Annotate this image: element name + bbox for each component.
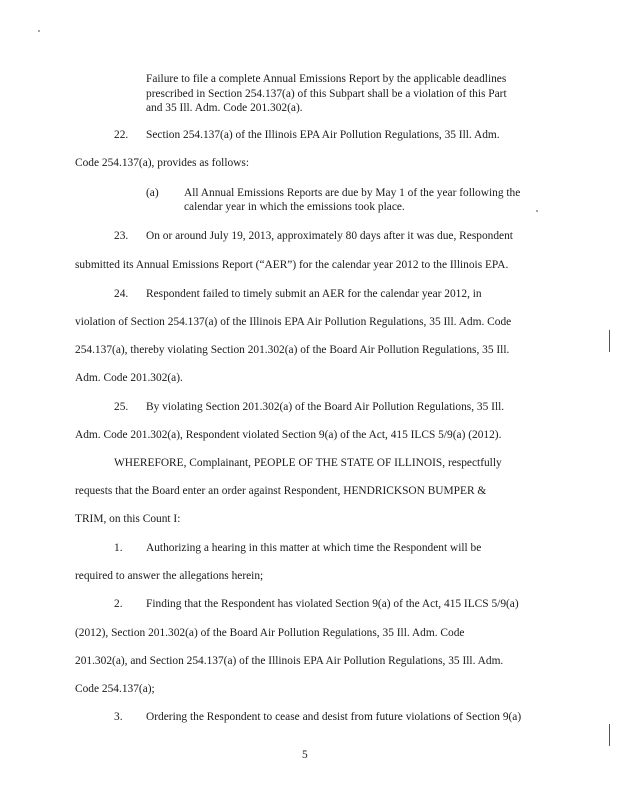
wherefore-line-1: WHEREFORE, Complainant, PEOPLE OF THE STATE OF ILLINOIS, respectfully [114, 457, 502, 469]
subsection-a-line-2: calendar year in which the emissions took place. [184, 201, 405, 213]
paragraph-24-number: 24. [114, 288, 129, 300]
paragraph-22-line-2: Code 254.137(a), provides as follows: [75, 157, 249, 169]
paragraph-25-line-1: By violating Section 201.302(a) of the Board Air Pollution Regulations, 35 Ill. [146, 401, 505, 413]
item-2-line-4: Code 254.137(a); [75, 683, 155, 695]
paragraph-25-number: 25. [114, 401, 129, 413]
paragraph-23-number: 23. [114, 230, 129, 242]
paragraph-23-line-2: submitted its Annual Emissions Report (“AER”) for the calendar year 2012 to the Illinois EPA. [75, 259, 509, 271]
subsection-a-label: (a) [146, 187, 159, 199]
item-1-line-1: Authorizing a hearing in this matter at which time the Respondent will be [146, 542, 482, 554]
paragraph-25-line-2: Adm. Code 201.302(a), Respondent violated Section 9(a) of the Act, 415 ILCS 5/9(a) (2012). [75, 429, 502, 441]
scan-mark-2 [609, 724, 610, 746]
paragraph-22-number: 22. [114, 129, 129, 141]
paragraph-23-line-1: On or around July 19, 2013, approximately 80 days after it was due, Respondent [146, 230, 513, 242]
item-3-number: 3. [114, 711, 123, 723]
item-1-number: 1. [114, 542, 123, 554]
page-number: 5 [302, 749, 308, 761]
wherefore-line-3: TRIM, on this Count I: [75, 513, 181, 525]
scan-speck-2 [536, 210, 538, 212]
paragraph-24-line-3: 254.137(a), thereby violating Section 201.302(a) of the Board Air Pollution Regulations, 35 Ill. [75, 344, 510, 356]
item-2-line-1: Finding that the Respondent has violated Section 9(a) of the Act, 415 ILCS 5/9(a) [146, 598, 519, 610]
item-2-line-2: (2012), Section 201.302(a) of the Board Air Pollution Regulations, 35 Ill. Adm. Code [75, 627, 465, 639]
quote-line-1: Failure to file a complete Annual Emissions Report by the applicable deadlines [146, 73, 507, 85]
paragraph-24-line-2: violation of Section 254.137(a) of the Illinois EPA Air Pollution Regulations, 35 Ill. Adm. Code [75, 316, 512, 328]
item-2-number: 2. [114, 598, 123, 610]
quote-line-3: and 35 Ill. Adm. Code 201.302(a). [146, 102, 303, 114]
paragraph-22-line-1: Section 254.137(a) of the Illinois EPA Air Pollution Regulations, 35 Ill. Adm. [146, 129, 500, 141]
item-3-line-1: Ordering the Respondent to cease and desist from future violations of Section 9(a) [146, 711, 522, 723]
scan-speck-1 [38, 30, 40, 32]
scan-mark-1 [609, 330, 610, 352]
paragraph-24-line-1: Respondent failed to timely submit an AER for the calendar year 2012, in [146, 288, 482, 300]
quote-line-2: prescribed in Section 254.137(a) of this Subpart shall be a violation of this Part [146, 88, 507, 100]
item-1-line-2: required to answer the allegations herein; [75, 570, 264, 582]
subsection-a-line-1: All Annual Emissions Reports are due by May 1 of the year following the [184, 187, 521, 199]
wherefore-line-2: requests that the Board enter an order against Respondent, HENDRICKSON BUMPER & [75, 485, 487, 497]
item-2-line-3: 201.302(a), and Section 254.137(a) of the Illinois EPA Air Pollution Regulations, 35 Ill. Adm. [75, 655, 504, 667]
paragraph-24-line-4: Adm. Code 201.302(a). [75, 372, 183, 384]
